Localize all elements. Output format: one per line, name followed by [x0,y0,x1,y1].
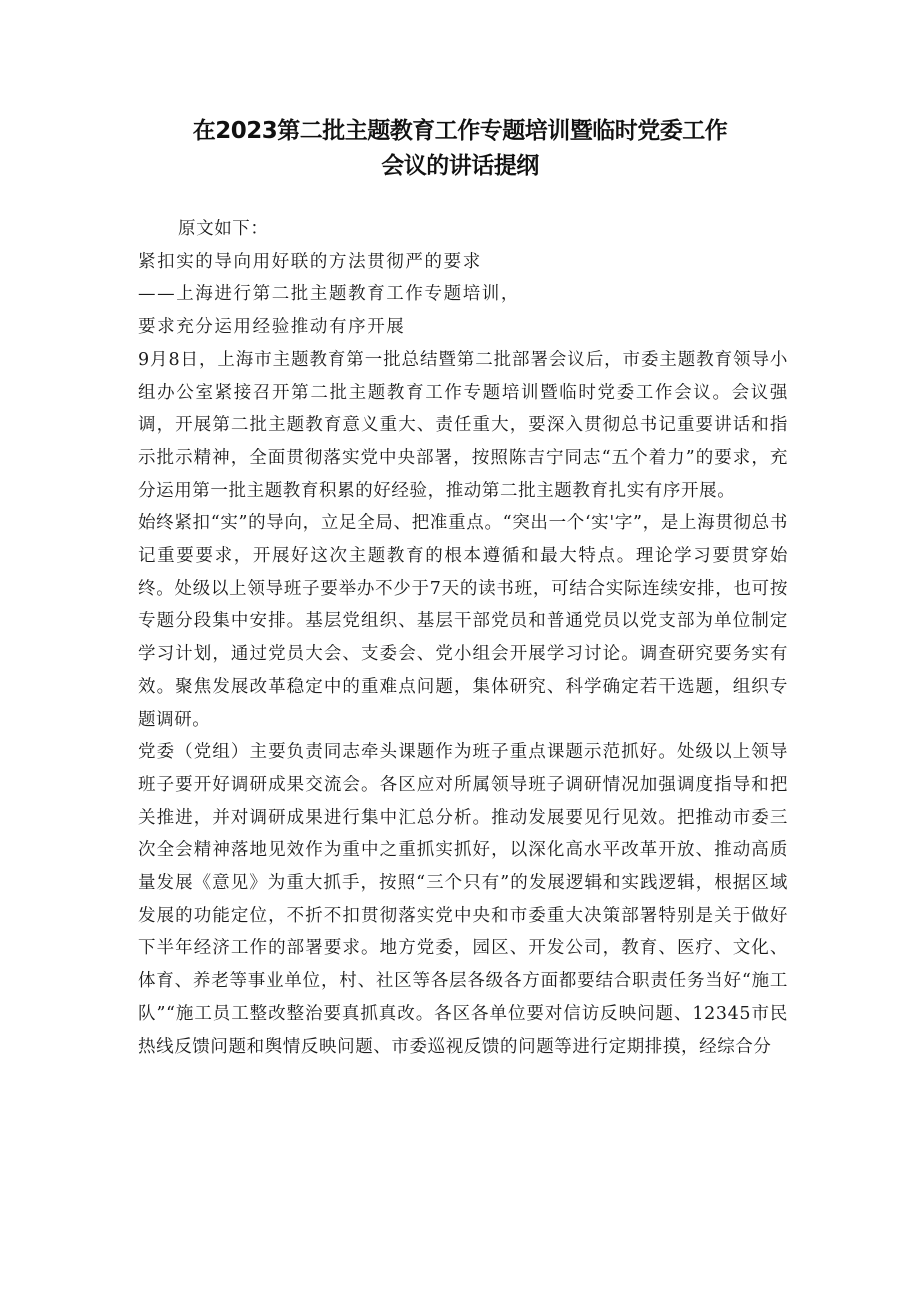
article-subheadline: ——上海进行第二批主题教育工作专题培训， [138,284,520,305]
article-headline: 紧扣实的导向用好联的方法贯彻严的要求 [138,251,482,272]
document-title-line-2: 会议的讲话提纲 [381,153,539,179]
article-subheadline-cont: 要求充分运用经验推动有序开展 [138,317,406,338]
body-paragraph: 9月8日，上海市主题教育第一批总结暨第二批部署会议后，市委主题教育领导小组办公室紧接召开第二批主题教育工作专题培训暨临时党委工作会议。会议强调，开展第二批主题教育意义重大、责任重大，要深入贯彻总书记重要讲话和指示批示精神，全面贯彻落实党中央部署，按照陈吉宁同志“五个着力”的要求，充分运用第一批主题教育积累的好经验，推动第二批主题教育扎实有序开展。 [138,349,788,501]
document-title-line-1: 在2023第二批主题教育工作专题培训暨临时党委工作 [192,118,728,144]
body-paragraph: 始终紧扣“实”的导向，立足全局、把准重点。“突出一个‘实'字”，是上海贯彻总书记重要要求，开展好这次主题教育的根本遵循和最大特点。理论学习要贯穿始终。处级以上领导班子要举办不少于7天的读书班，可结合实际连续安排，也可按专题分段集中安排。基层党组织、基层干部党员和普通党员以党支部为单位制定学习计划，通过党员大会、支委会、党小组会开展学习讨论。调查研究要务实有效。聚焦发展改革稳定中的重难点问题，集体研究、科学确定若干选题，组织专题调研。 [138,513,788,730]
body-paragraph: 党委（党组）主要负责同志牵头课题作为班子重点课题示范抓好。处级以上领导班子要开好调研成果交流会。各区应对所属领导班子调研情况加强调度指导和把关推进，并对调研成果进行集中汇总分析。推动发展要见行见效。把推动市委三次全会精神落地见效作为重中之重抓实抓好，以深化高水平改革开放、推动高质量发展《意见》为重大抓手，按照“三个只有”的发展逻辑和实践逻辑，根据区域发展的功能定位，不折不扣贯彻落实党中央和市委重大决策部署特别是关于做好下半年经济工作的部署要求。地方党委，园区、开发公司，教育、医疗、文化、体育、养老等事业单位，村、社区等各层各级各方面都要结合职责任务当好“施工队”“施工员工整改整治要真抓真改。各区各单位要对信访反映问题、12345市民热线反馈问题和舆情反映问题、市委巡视反馈的问题等进行定期排摸，经综合分 [138,742,788,1057]
intro-paragraph: 原文如下： [178,219,269,239]
document-body [138,213,788,1063]
